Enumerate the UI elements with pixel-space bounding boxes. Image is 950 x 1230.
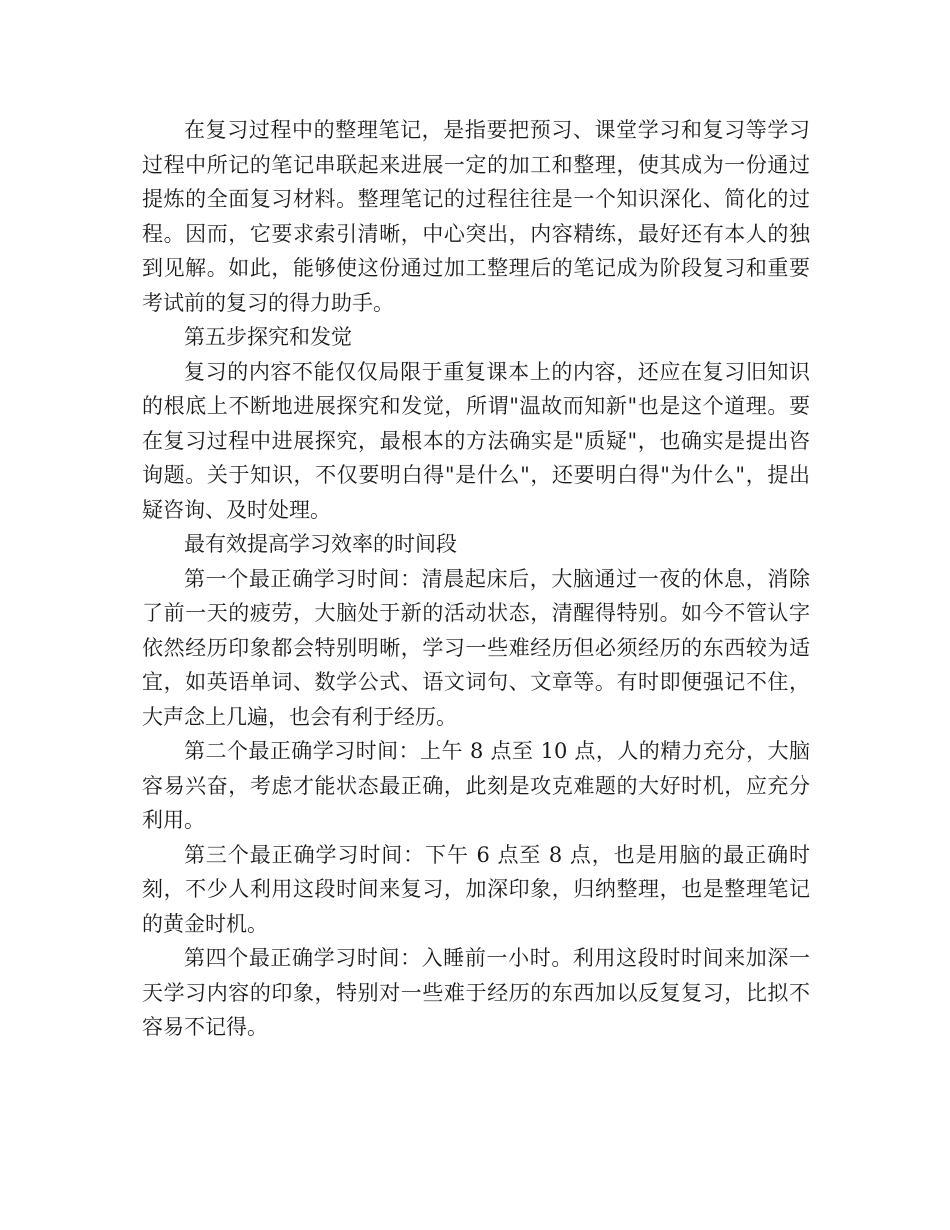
heading-best-study-times: 最有效提高学习效率的时间段	[184, 532, 457, 556]
paragraph-first-best-time: 第一个最正确学习时间：清晨起床后，大脑通过一夜的休息，消除了前一天的疲劳，大脑处于新的活动状态，清醒得特别。如今不管认字依然经历印象都会特别明晰，学习一些难经历但必须经历的东西较为适宜，如英语单词、数学公式、语文词句、文章等。有时即便强记不住，大声念上几遍，也会有利于经历。	[142, 566, 810, 729]
paragraph-second-best-time: 第二个最正确学习时间：上午 8 点至 10 点，人的精力充分，大脑容易兴奋，考虑才能状态最正确，此刻是攻克难题的大好时机，应充分利用。	[142, 739, 810, 832]
document-page	[142, 113, 810, 1045]
heading-step-five: 第五步探究和发觉	[184, 325, 352, 349]
paragraph-exploration: 复习的内容不能仅仅局限于重复课本上的内容，还应在复习旧知识的根底上不断地进展探究和发觉，所谓"温故而知新"也是这个道理。要在复习过程中进展探究，最根本的方法确实是"质疑"，也确实是提出咨询题。关于知识，不仅要明白得"是什么"，还要明白得"为什么"，提出疑咨询、及时处理。	[142, 359, 810, 522]
paragraph-note-organizing: 在复习过程中的整理笔记，是指要把预习、课堂学习和复习等学习过程中所记的笔记串联起来进展一定的加工和整理，使其成为一份通过提炼的全面复习材料。整理笔记的过程往往是一个知识深化、简化的过程。因而，它要求索引清晰，中心突出，内容精练，最好还有本人的独到见解。如此，能够使这份通过加工整理后的笔记成为阶段复习和重要考试前的复习的得力助手。	[142, 118, 810, 315]
paragraph-fourth-best-time: 第四个最正确学习时间：入睡前一小时。利用这段时时间来加深一天学习内容的印象，特别对一些难于经历的东西加以反复复习，比拟不容易不记得。	[142, 946, 810, 1039]
paragraph-third-best-time: 第三个最正确学习时间：下午 6 点至 8 点，也是用脑的最正确时刻，不少人利用这段时间来复习，加深印象，归纳整理，也是整理笔记的黄金时机。	[142, 842, 810, 936]
